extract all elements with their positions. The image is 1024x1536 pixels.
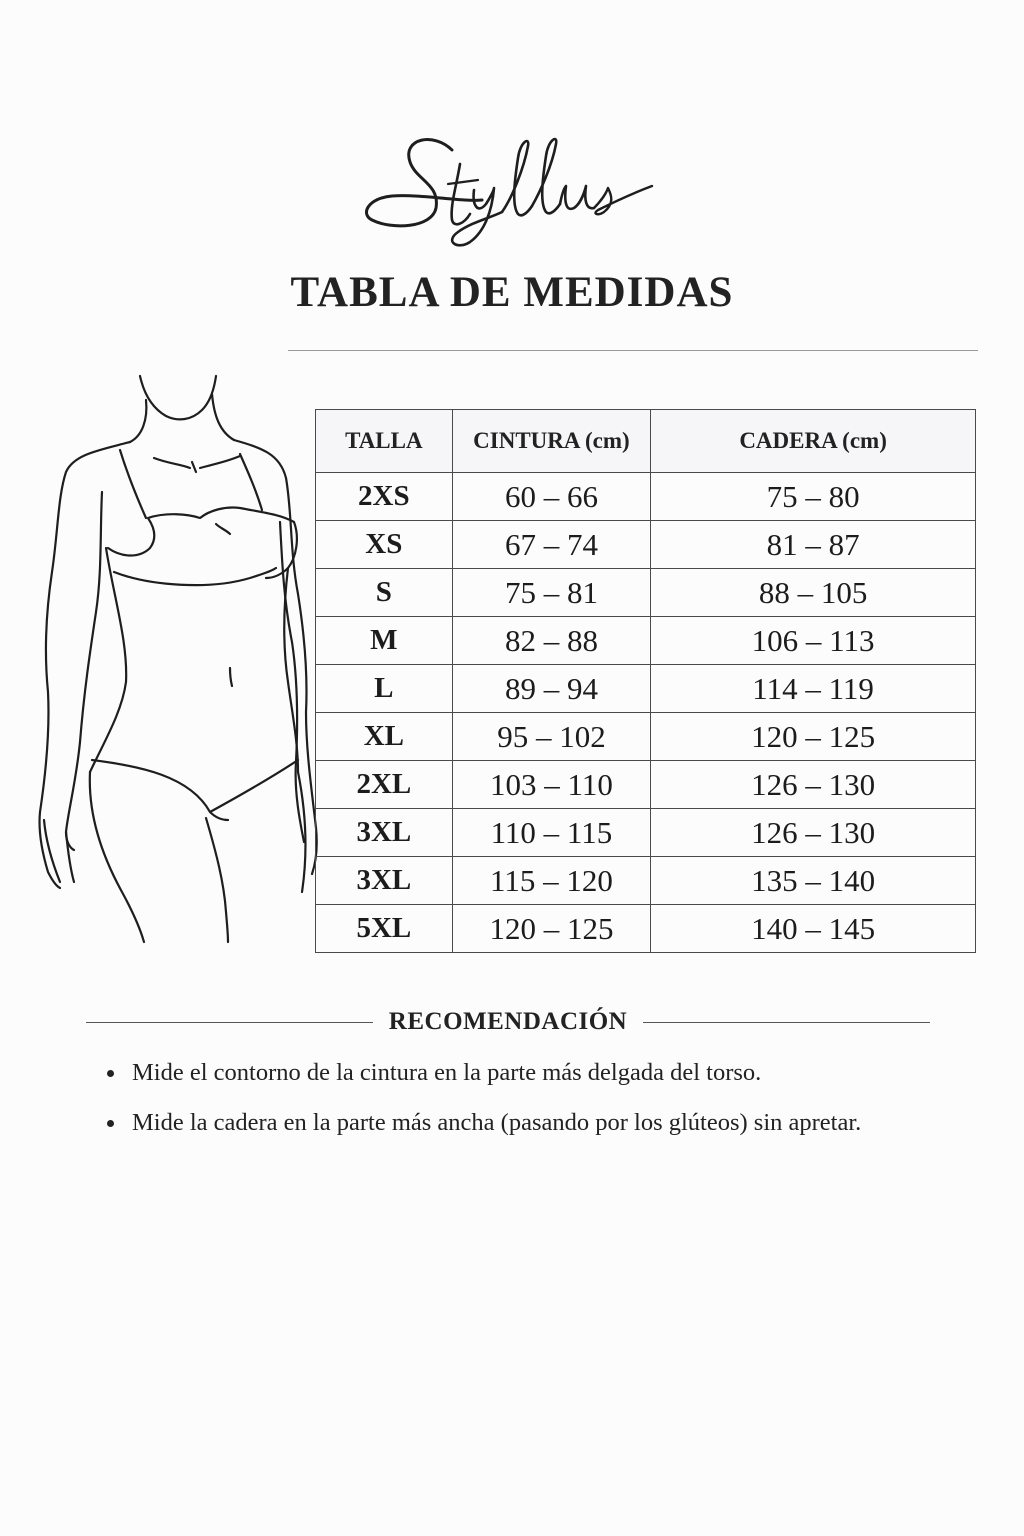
- recommendation-text: Mide el contorno de la cintura en la parte más delgada del torso.: [132, 1059, 762, 1086]
- list-item: [104, 1048, 984, 1098]
- recommendation-divider-right: [643, 1022, 930, 1023]
- hip-cell: 75 – 80: [651, 473, 976, 521]
- size-cell: L: [316, 665, 453, 713]
- size-cell: 5XL: [316, 905, 453, 953]
- hip-cell: 135 – 140: [651, 857, 976, 905]
- hip-cell: 126 – 130: [651, 761, 976, 809]
- waist-cell: 67 – 74: [452, 521, 651, 569]
- header-waist: CINTURA (cm): [452, 410, 651, 473]
- title-divider: [288, 350, 978, 351]
- table-row: [316, 905, 976, 953]
- table-row: [316, 665, 976, 713]
- header-size: TALLA: [316, 410, 453, 473]
- waist-cell: 95 – 102: [452, 713, 651, 761]
- recommendation-heading: RECOMENDACIÓN: [388, 1008, 628, 1035]
- recommendation-text: Mide la cadera en la parte más ancha (pasando por los glúteos) sin apretar.: [132, 1109, 862, 1136]
- hip-cell: 114 – 119: [651, 665, 976, 713]
- female-body-outline-icon: [30, 372, 330, 947]
- table-row: [316, 713, 976, 761]
- size-cell: M: [316, 617, 453, 665]
- page-title: TABLA DE MEDIDAS: [290, 269, 734, 316]
- brand-logo: [352, 128, 662, 258]
- hip-cell: 120 – 125: [651, 713, 976, 761]
- size-cell: 2XL: [316, 761, 453, 809]
- waist-cell: 120 – 125: [452, 905, 651, 953]
- size-cell: XL: [316, 713, 453, 761]
- list-item: [104, 1098, 984, 1148]
- table-row: [316, 569, 976, 617]
- table-header-row: [316, 410, 976, 473]
- bullet-icon: [107, 1120, 114, 1127]
- size-cell: 2XS: [316, 473, 453, 521]
- recommendation-header: [86, 1002, 930, 1042]
- header-hip: CADERA (cm): [651, 410, 976, 473]
- table-row: [316, 761, 976, 809]
- table-body: [316, 473, 976, 953]
- waist-cell: 60 – 66: [452, 473, 651, 521]
- size-cell: XS: [316, 521, 453, 569]
- hip-cell: 88 – 105: [651, 569, 976, 617]
- recommendation-divider-left: [86, 1022, 373, 1023]
- table-row: [316, 473, 976, 521]
- table-row: [316, 521, 976, 569]
- waist-cell: 82 – 88: [452, 617, 651, 665]
- waist-cell: 89 – 94: [452, 665, 651, 713]
- waist-cell: 75 – 81: [452, 569, 651, 617]
- size-cell: S: [316, 569, 453, 617]
- size-cell: 3XL: [316, 809, 453, 857]
- size-cell: 3XL: [316, 857, 453, 905]
- size-table: [315, 409, 976, 953]
- recommendation-list: [104, 1048, 984, 1148]
- hip-cell: 140 – 145: [651, 905, 976, 953]
- waist-cell: 115 – 120: [452, 857, 651, 905]
- hip-cell: 106 – 113: [651, 617, 976, 665]
- waist-cell: 110 – 115: [452, 809, 651, 857]
- hip-cell: 81 – 87: [651, 521, 976, 569]
- bullet-icon: [107, 1070, 114, 1077]
- table-row: [316, 617, 976, 665]
- table-row: [316, 809, 976, 857]
- table-row: [316, 857, 976, 905]
- hip-cell: 126 – 130: [651, 809, 976, 857]
- waist-cell: 103 – 110: [452, 761, 651, 809]
